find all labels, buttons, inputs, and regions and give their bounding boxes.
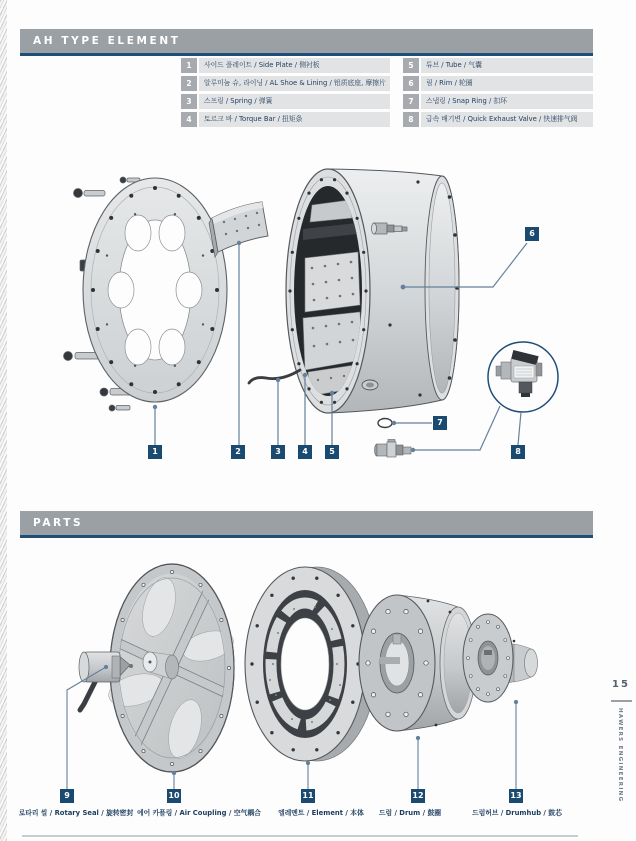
callout-badge-3: 3 — [271, 445, 285, 459]
table-row — [181, 94, 390, 109]
rim-assembly-part — [249, 169, 459, 413]
page-number-rule — [611, 700, 632, 702]
row-number: 7 — [403, 94, 419, 109]
table-row — [181, 76, 390, 91]
callout-badge-12: 12 — [411, 789, 425, 803]
element-exploded-diagram — [20, 140, 593, 480]
part-label-drum: 드럼 / Drum / 鼓圈 — [378, 809, 442, 817]
section-header-parts — [20, 511, 593, 538]
quick-exhaust-valve-part — [375, 440, 412, 458]
valve-detail-magnifier — [488, 342, 558, 412]
drumhub-part — [463, 614, 538, 702]
page-edge-texture — [0, 0, 7, 841]
row-label: 스프링 / Spring / 弹簧 — [199, 94, 390, 109]
page-number: 15 — [612, 679, 630, 690]
row-label: 림 / Rim / 轮圈 — [421, 76, 593, 91]
row-label: 스냅링 / Snap Ring / 扣环 — [421, 94, 593, 109]
row-label: 급속 배기변 / Quick Exhaust Valve / 快速排气阀 — [421, 112, 593, 127]
table-row — [403, 76, 593, 91]
callout-badge-5: 5 — [325, 445, 339, 459]
bottom-divider — [22, 835, 578, 837]
row-number: 1 — [181, 58, 197, 73]
part-label-element: 엘레멘트 / Element / 本体 — [278, 809, 364, 817]
callout-badge-11: 11 — [301, 789, 315, 803]
row-label: 알루미늄 슈, 라이닝 / AL Shoe & Lining / 铝质底座, 摩擦片 — [199, 76, 390, 91]
table-row — [181, 58, 390, 73]
snap-ring-part — [378, 419, 392, 428]
side-plate-part — [83, 178, 227, 402]
table-row — [403, 94, 593, 109]
part-label-drumhub: 드럼허브 / Drumhub / 鼓芯 — [472, 809, 562, 817]
section-title: PARTS — [33, 517, 84, 529]
callout-badge-8: 8 — [511, 445, 525, 459]
table-row — [403, 58, 593, 73]
callout-badge-4: 4 — [298, 445, 312, 459]
element-parts-table-right — [403, 58, 593, 130]
row-number: 2 — [181, 76, 197, 91]
part-label-air-coupling: 에어 카플링 / Air Coupling / 空气耦合 — [137, 809, 261, 817]
drum-part — [359, 595, 476, 731]
row-number: 5 — [403, 58, 419, 73]
section-title: AH TYPE ELEMENT — [33, 35, 181, 47]
row-label: 토르크 바 / Torque Bar / 扭矩条 — [199, 112, 390, 127]
part-label-rotary-seal: 로타리 씰 / Rotary Seal / 旋转密封 — [18, 809, 134, 817]
row-number: 3 — [181, 94, 197, 109]
callout-badge-9: 9 — [60, 789, 74, 803]
callout-badge-13: 13 — [509, 789, 523, 803]
element-ring-part — [245, 567, 377, 761]
callout-badge-6: 6 — [525, 227, 539, 241]
row-label: 튜브 / Tube / 气囊 — [421, 58, 593, 73]
table-row — [403, 112, 593, 127]
callout-badge-1: 1 — [148, 445, 162, 459]
callout-badge-7: 7 — [433, 416, 447, 430]
row-number: 4 — [181, 112, 197, 127]
element-parts-table-left — [181, 58, 390, 130]
callout-badge-2: 2 — [231, 445, 245, 459]
row-label: 사이드 플레이트 / Side Plate / 侧衬板 — [199, 58, 390, 73]
brand-vertical-text: HAWERS ENGINEERING — [617, 708, 623, 803]
section-header-ah-type-element — [20, 29, 593, 56]
table-row — [181, 112, 390, 127]
row-number: 6 — [403, 76, 419, 91]
spring-part — [249, 370, 300, 383]
callout-badge-10: 10 — [167, 789, 181, 803]
row-number: 8 — [403, 112, 419, 127]
